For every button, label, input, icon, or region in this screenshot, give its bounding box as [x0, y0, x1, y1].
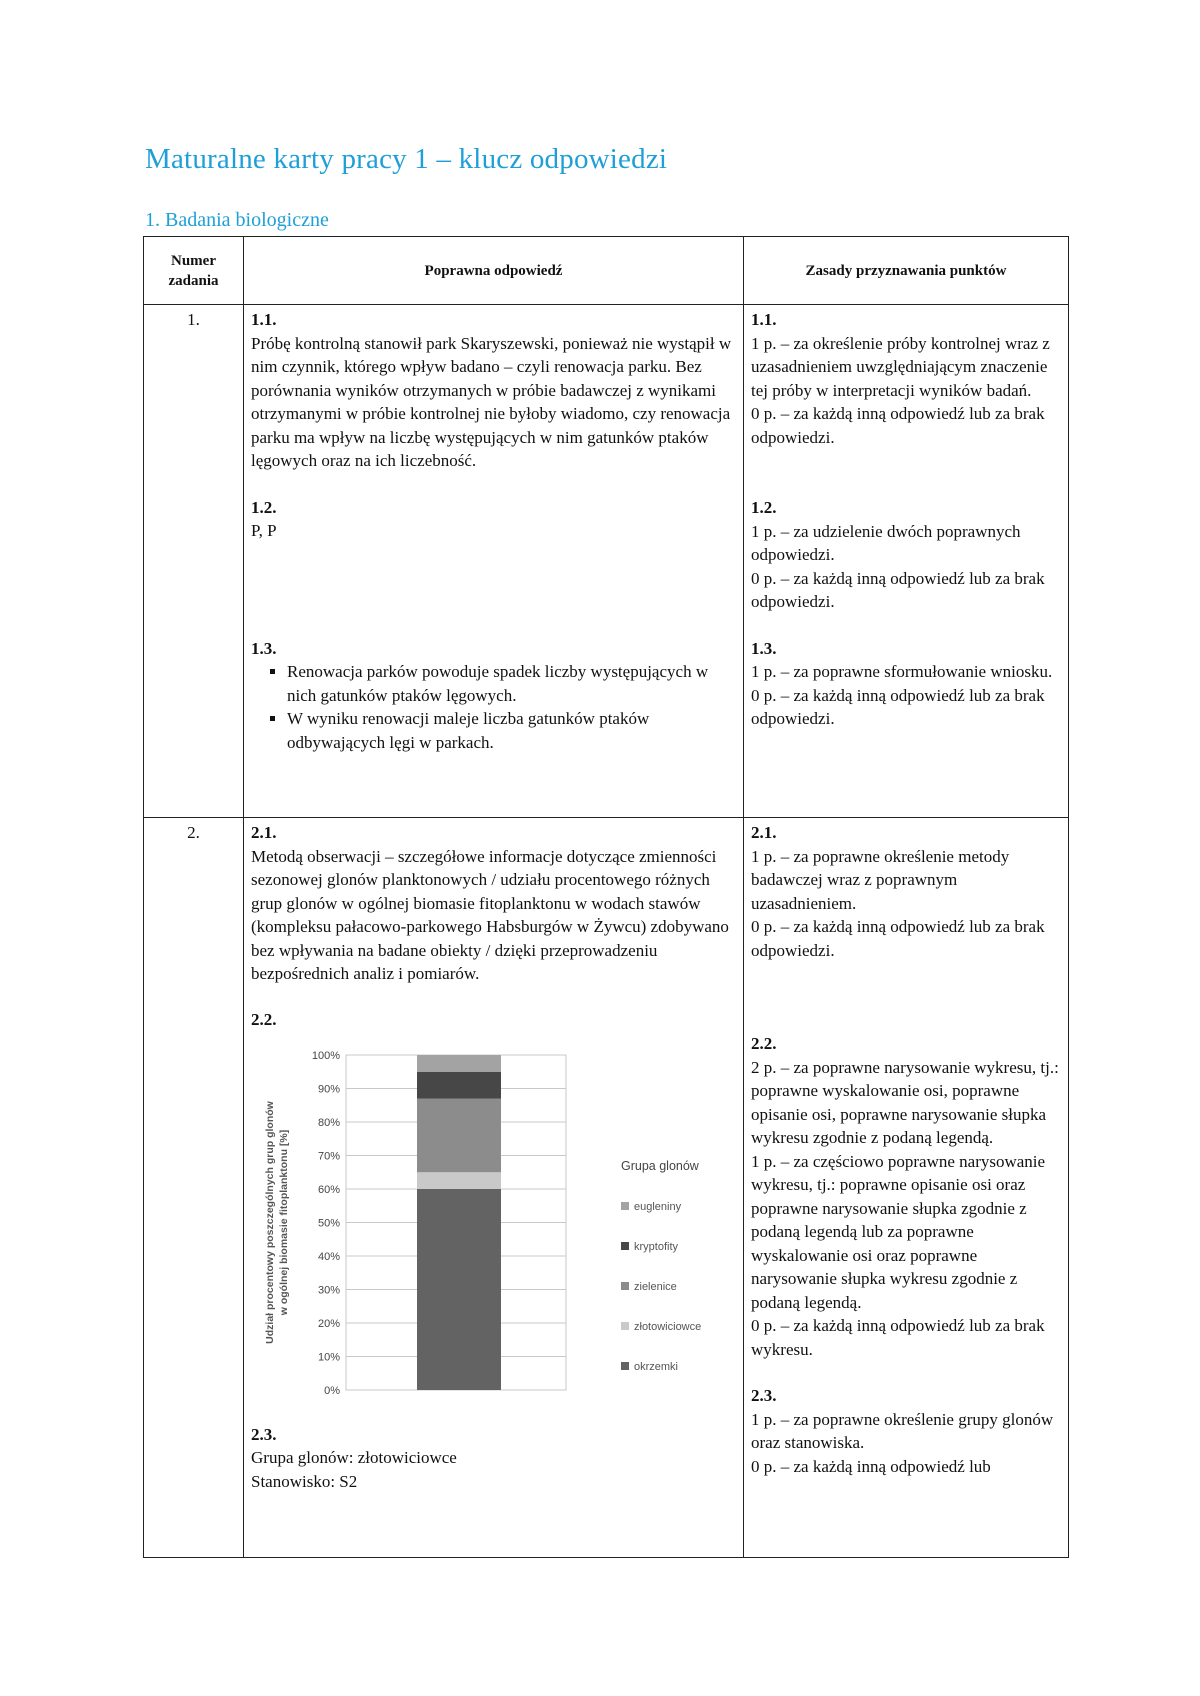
answer-text: Próbę kontrolną stanowił park Skaryszewski, ponieważ nie wystąpił w nim czynnik, którego wpływ badano – czyli renowacja parku. Bez porównania wyników otrzymanych w próbie badawczej z wynikami otrzymanymi w próbie kontrolnej nie byłoby wiadomo, czy renowacja parku ma wpływ na liczbę występujących w nim gatunków ptaków lęgowych oraz na ich liczebność.	[251, 333, 732, 470]
bar-segment-zielenice	[417, 1099, 501, 1173]
scoring-2-1	[751, 821, 1061, 962]
scoring-2-2	[751, 1032, 1061, 1361]
legend-swatch	[621, 1362, 629, 1370]
y-tick-label: 40%	[317, 1251, 340, 1263]
section-heading: 1. Badania biologiczne	[145, 209, 329, 231]
scoring-1-1	[751, 308, 1061, 449]
legend-label: złotowiciowce	[634, 1321, 702, 1333]
legend-label: kryptofity	[634, 1241, 679, 1253]
y-tick-label: 90%	[317, 1083, 340, 1096]
scoring-text: 2 p. – za poprawne narysowanie wykresu, tj.: poprawne wyskalowanie osi, poprawne opisanie osi, poprawne narysowanie słupka wykresu zgodnie z podaną legendą.	[751, 1057, 1059, 1147]
y-tick-label: 0%	[324, 1385, 340, 1397]
legend-swatch	[621, 1282, 629, 1290]
legend-label: okrzemki	[634, 1361, 679, 1373]
legend-swatch	[621, 1242, 629, 1250]
y-tick-label: 10%	[317, 1351, 340, 1364]
list-item: ▪ W wyniku renowacji maleje liczba gatunków ptaków odbywających lęgi w parkach.	[287, 707, 736, 754]
y-tick-label: 60%	[317, 1184, 340, 1196]
scoring-label: 2.2.	[751, 1034, 777, 1053]
answer-label: 2.1.	[251, 823, 277, 842]
scoring-1-3	[751, 637, 1061, 731]
scoring-1-2	[751, 496, 1061, 614]
scoring-text: 1 p. – za poprawne określenie grupy glonów oraz stanowiska.	[751, 1409, 1054, 1452]
answer-1-1	[251, 308, 736, 473]
scoring-text: 1 p. – za poprawne określenie metody badawczej wraz z poprawnym uzasadnieniem.	[751, 846, 1010, 913]
list-item: ▪ Renowacja parków powoduje spadek liczby występujących w nich gatunków ptaków lęgowych.	[287, 660, 736, 707]
scoring-label: 2.1.	[751, 823, 777, 842]
legend-label: eugleniny	[634, 1201, 682, 1213]
scoring-text: 1 p. – za udzielenie dwóch poprawnych odpowiedzi.	[751, 521, 1021, 564]
table-row	[144, 818, 1069, 1558]
answer-label: 1.1.	[251, 310, 277, 329]
answer-label: 1.3.	[251, 638, 277, 658]
answer-text: P, P	[251, 521, 277, 540]
task-number: 1.	[144, 305, 244, 818]
answer-key-table	[143, 236, 1069, 1558]
chart-svg	[251, 1035, 721, 1410]
scoring-label: 1.2.	[751, 498, 777, 517]
y-tick-label: 30%	[317, 1284, 340, 1297]
answer-text: Stanowisko: S2	[251, 1471, 358, 1491]
scoring-zero: 0 p. – za każdą inną odpowiedź lub za brak odpowiedzi.	[751, 568, 1045, 611]
y-tick-label: 100%	[311, 1050, 340, 1062]
legend-label: zielenice	[634, 1281, 677, 1293]
answer-text: Grupa glonów: złotowiciowce	[251, 1448, 457, 1467]
answer-label: 2.2.	[251, 1009, 277, 1029]
scoring-text: 1 p. – za poprawne sformułowanie wniosku.	[751, 662, 1053, 681]
bar-segment-eugleniny	[417, 1055, 501, 1072]
scoring-zero: 0 p. – za każdą inną odpowiedź lub	[751, 1456, 991, 1476]
answer-cell	[244, 818, 744, 1558]
header-number: Numer zadania	[144, 237, 244, 305]
scoring-2-3	[751, 1384, 1061, 1478]
scoring-partial: 1 p. – za częściowo poprawne narysowanie wykresu, tj.: poprawne opisanie osi oraz poprawne narysowanie słupka zgodnie z podaną legendą lub za poprawne wyskalowanie osi oraz poprawne narysowanie słupka wykresu zgodnie z podaną legendą.	[751, 1151, 1046, 1312]
scoring-zero: 0 p. – za każdą inną odpowiedź lub za brak wykresu.	[751, 1316, 1045, 1359]
page-title: Maturalne karty pracy 1 – klucz odpowiedzi	[145, 143, 668, 175]
answer-text: Metodą obserwacji – szczegółowe informacje dotyczące zmienności sezonowej glonów planktonowych / udziału procentowego różnych grup glonów w ogólnej biomasie fitoplanktonu w wodach stawów (kompleksu pałacowo-parkowego Habsburgów w Żywcu) zdobywano bez wpływania na badane obiekty / dzięki przeprowadzeniu bezpośrednich analiz i pomiarów.	[251, 846, 729, 983]
scoring-cell	[744, 818, 1069, 1558]
answer-list	[251, 660, 736, 754]
header-scoring: Zasady przyznawania punktów	[744, 237, 1069, 305]
bar-segment-złotowiciowce	[417, 1172, 501, 1189]
header-answer: Poprawna odpowiedź	[244, 237, 744, 305]
legend-swatch	[621, 1202, 629, 1210]
y-axis-label: Udział procentowy poszczególnych grup glonów w ogólnej biomasie fitoplanktonu [%]	[264, 1101, 290, 1344]
scoring-label: 1.1.	[751, 310, 777, 329]
table-row	[144, 305, 1069, 818]
legend-swatch	[621, 1322, 629, 1330]
y-tick-label: 80%	[317, 1117, 340, 1129]
answer-2-2	[251, 1008, 736, 1417]
scoring-label: 1.3.	[751, 638, 777, 658]
answer-2-3	[251, 1423, 736, 1494]
answer-1-2	[251, 496, 736, 543]
scoring-zero: 0 p. – za każdą inną odpowiedź lub za brak odpowiedzi.	[751, 404, 1045, 447]
answer-label: 2.3.	[251, 1424, 277, 1444]
scoring-cell	[744, 305, 1069, 818]
scoring-zero: 0 p. – za każdą inną odpowiedź lub za brak odpowiedzi.	[751, 917, 1045, 960]
bar-segment-kryptofity	[417, 1072, 501, 1099]
answer-2-1	[251, 821, 736, 986]
y-tick-label: 20%	[317, 1318, 340, 1330]
y-tick-label: 70%	[317, 1150, 340, 1163]
task-number: 2.	[144, 818, 244, 1558]
scoring-zero: 0 p. – za każdą inną odpowiedź lub za brak odpowiedzi.	[751, 685, 1045, 728]
scoring-text: 1 p. – za określenie próby kontrolnej wraz z uzasadnieniem uwzględniającym znaczenie tej próby w interpretacji wyników badań.	[751, 333, 1050, 400]
answer-cell	[244, 305, 744, 818]
answer-label: 1.2.	[251, 497, 277, 517]
table-header-row	[144, 237, 1069, 305]
stacked-bar-chart	[251, 1035, 736, 1417]
y-tick-label: 50%	[317, 1217, 340, 1230]
legend-title: Grupa glonów	[621, 1159, 699, 1173]
scoring-label: 2.3.	[751, 1386, 777, 1405]
answer-1-3	[251, 637, 736, 755]
bar-segment-okrzemki	[417, 1189, 501, 1390]
